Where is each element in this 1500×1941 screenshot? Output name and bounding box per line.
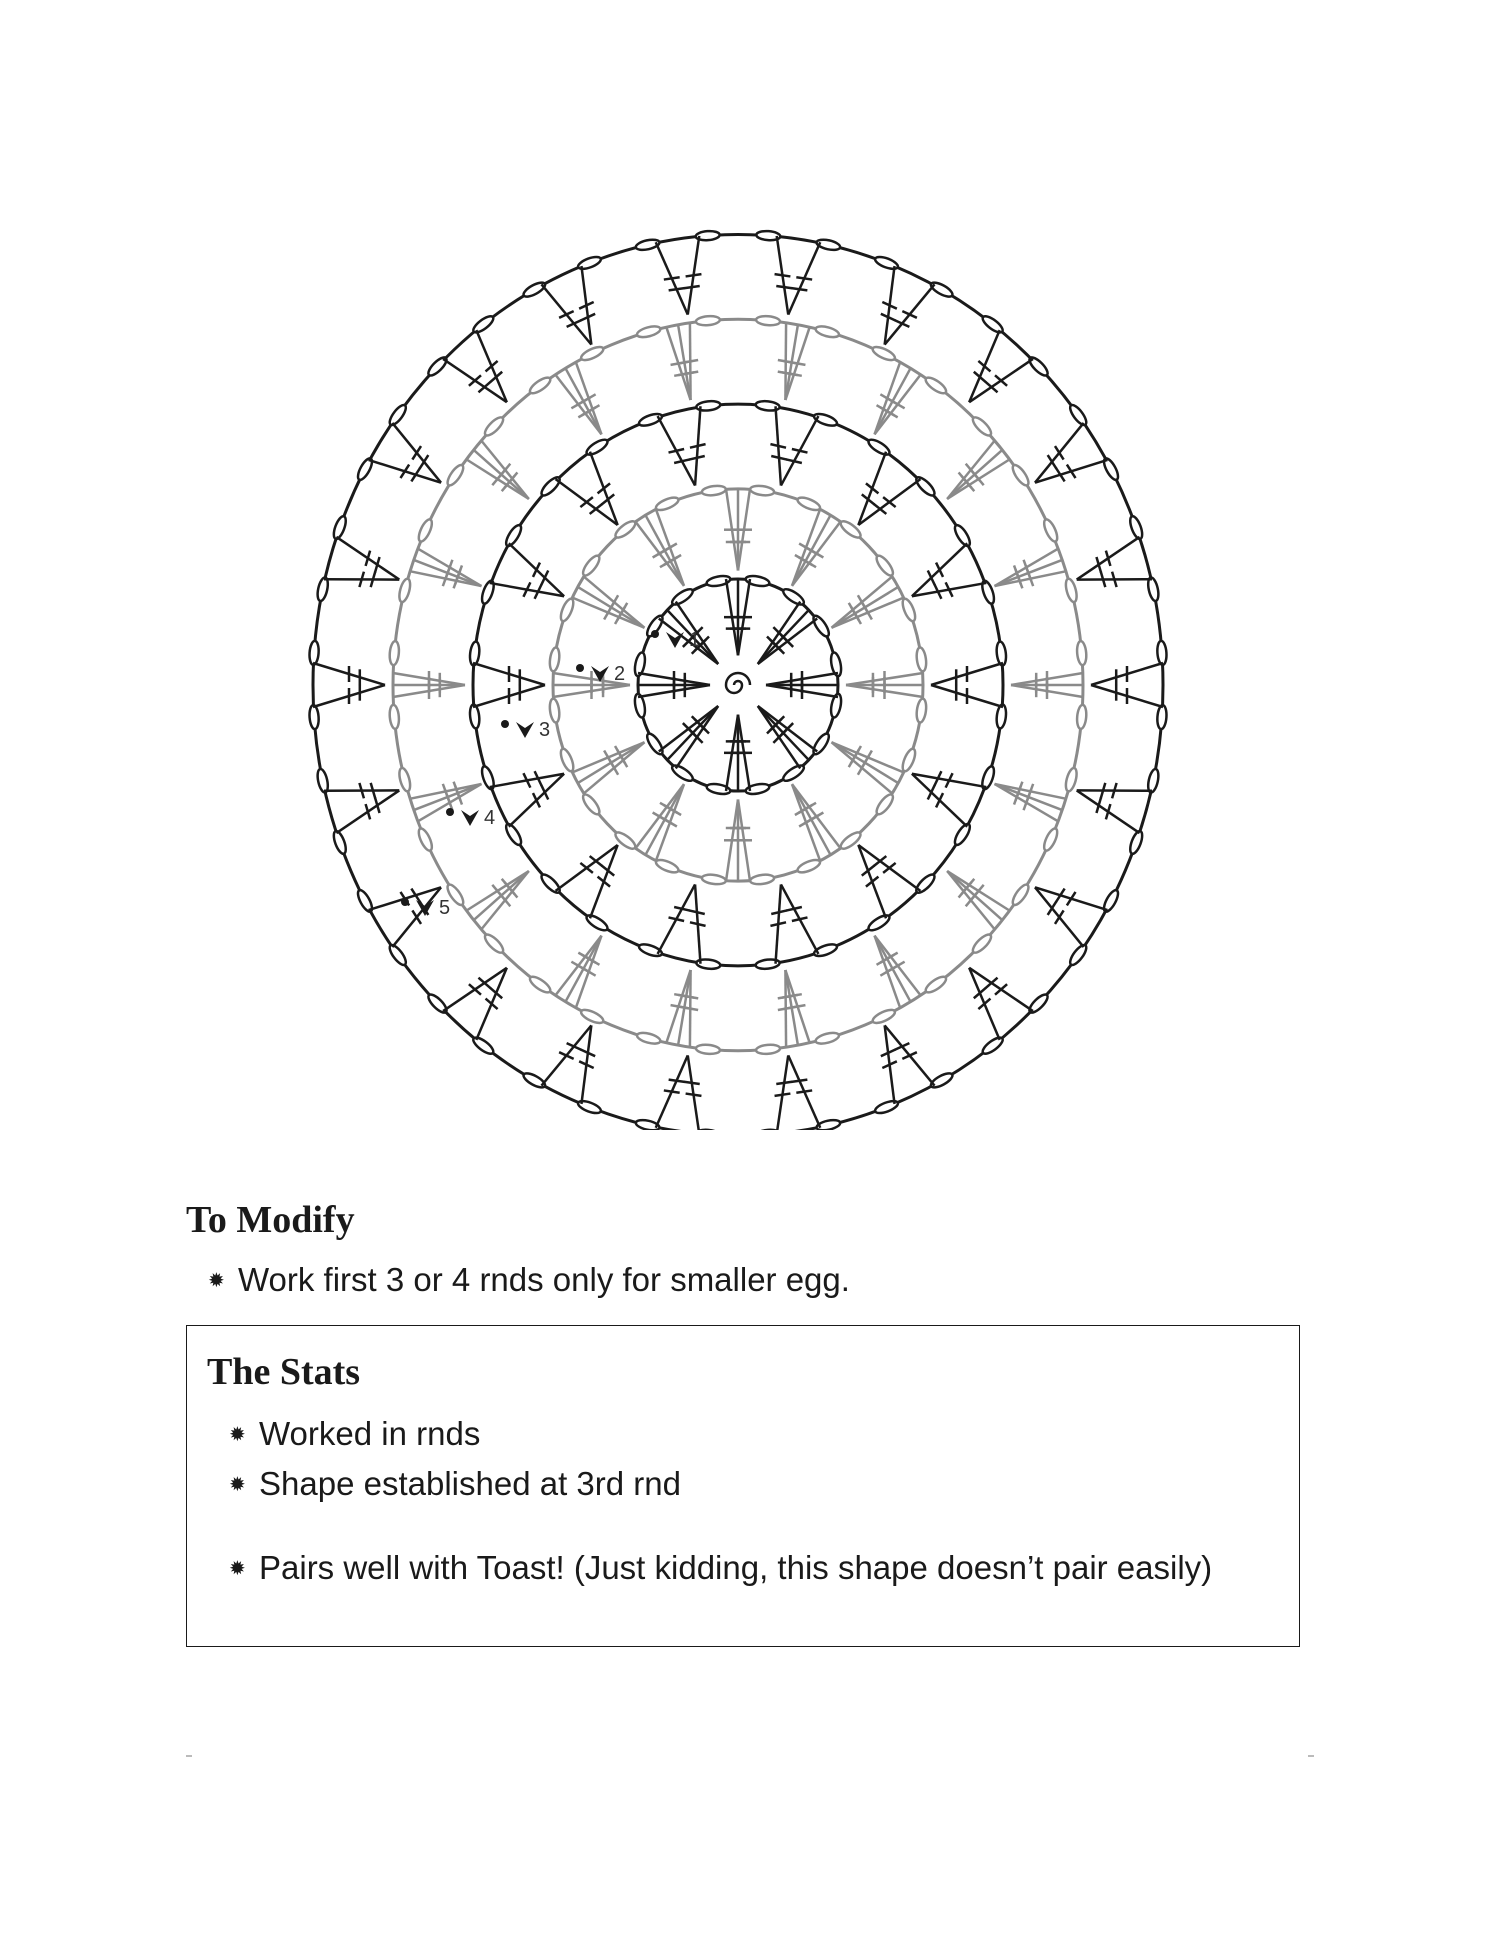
slip-stitch-dot bbox=[446, 808, 454, 816]
round-start-arrow-icon bbox=[666, 632, 684, 648]
slip-stitch-dot bbox=[401, 898, 409, 906]
to-modify-heading: To Modify bbox=[186, 1199, 355, 1241]
sunburst-bullet-icon: ✹ bbox=[229, 1424, 246, 1446]
round-label: 2 bbox=[614, 663, 626, 685]
list-item-text: Pairs well with Toast! (Just kidding, this shape doesn’t pair easily) bbox=[259, 1549, 1213, 1586]
round-start-arrow-icon bbox=[516, 722, 534, 738]
modify-list bbox=[208, 1260, 1308, 1300]
round-1 bbox=[633, 574, 843, 795]
list-item bbox=[229, 1548, 1269, 1588]
sunburst-bullet-icon: ✹ bbox=[208, 1270, 225, 1292]
sunburst-bullet-icon: ✹ bbox=[229, 1474, 246, 1496]
slip-stitch-dot bbox=[501, 720, 509, 728]
stats-heading: The Stats bbox=[207, 1351, 361, 1393]
round-3 bbox=[469, 400, 1007, 970]
round-start-arrow-icon bbox=[461, 810, 479, 826]
page-mark bbox=[186, 1755, 192, 1757]
list-item-text: Shape established at 3rd rnd bbox=[259, 1465, 681, 1502]
slip-stitch-dot bbox=[651, 630, 659, 638]
round-label: 1 bbox=[689, 629, 701, 651]
crochet-chart bbox=[290, 150, 1210, 1130]
round-2 bbox=[549, 485, 928, 886]
round-4 bbox=[389, 315, 1087, 1055]
list-item-text: Work first 3 or 4 rnds only for smaller egg. bbox=[238, 1261, 850, 1298]
slip-stitch-dot bbox=[576, 664, 584, 672]
round-label: 5 bbox=[439, 897, 451, 919]
list-item bbox=[229, 1464, 1269, 1504]
page-mark bbox=[1308, 1755, 1314, 1757]
magic-ring-icon bbox=[726, 673, 750, 693]
list-item bbox=[229, 1414, 1269, 1454]
sunburst-bullet-icon: ✹ bbox=[229, 1558, 246, 1580]
list-item-text: Worked in rnds bbox=[259, 1415, 481, 1452]
stats-box bbox=[186, 1325, 1300, 1647]
stats-list bbox=[229, 1414, 1269, 1598]
round-label: 4 bbox=[484, 807, 496, 829]
round-label: 3 bbox=[539, 719, 551, 741]
list-item bbox=[208, 1260, 1308, 1300]
